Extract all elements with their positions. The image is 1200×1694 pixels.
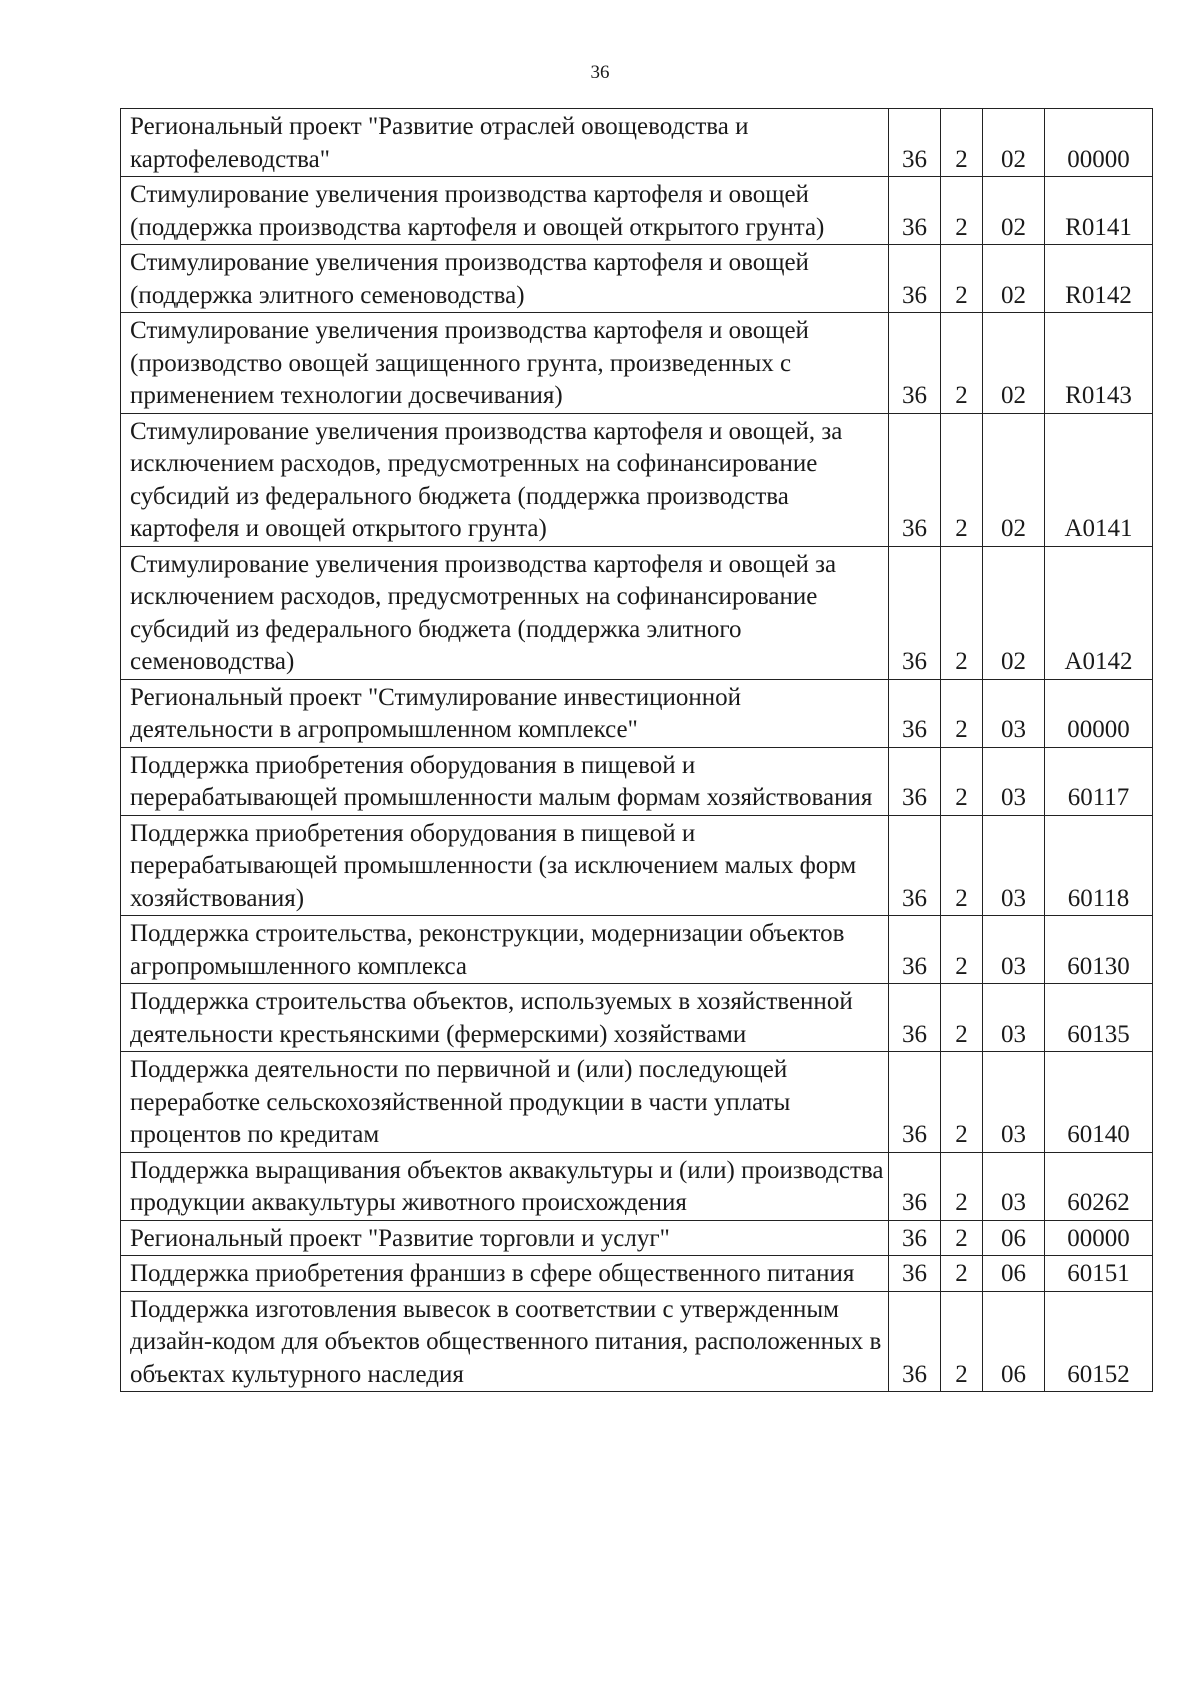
program-code: 2 [941,1256,983,1292]
program-code: 2 [941,1152,983,1220]
table-row [121,1256,1153,1292]
expense-name: Поддержка приобретения оборудования в пищевой и перерабатывающей промышленности малым формам хозяйствования [121,747,889,815]
budget-classification-table [120,108,1153,1392]
expense-name: Поддержка деятельности по первичной и (или) последующей переработке сельскохозяйственной продукции в части уплаты процентов по кредитам [121,1052,889,1153]
table-row [121,313,1153,414]
ministry-code: 36 [889,546,941,679]
table-row [121,413,1153,546]
table-row [121,1291,1153,1392]
expense-code: A0141 [1045,413,1153,546]
ministry-code: 36 [889,313,941,414]
expense-name: Региональный проект "Развитие отраслей овощеводства и картофелеводства" [121,109,889,177]
expense-code: 60140 [1045,1052,1153,1153]
project-code: 06 [983,1220,1045,1256]
program-code: 2 [941,177,983,245]
expense-code: A0142 [1045,546,1153,679]
program-code: 2 [941,245,983,313]
expense-name: Стимулирование увеличения производства картофеля и овощей (производство овощей защищенного грунта, произведенных с применением технологии досвечивания) [121,313,889,414]
ministry-code: 36 [889,916,941,984]
table-row [121,747,1153,815]
expense-code: 60118 [1045,815,1153,916]
expense-name: Поддержка строительства, реконструкции, модернизации объектов агропромышленного комплекса [121,916,889,984]
ministry-code: 36 [889,1052,941,1153]
ministry-code: 36 [889,109,941,177]
project-code: 03 [983,984,1045,1052]
ministry-code: 36 [889,1256,941,1292]
table-row [121,177,1153,245]
project-code: 03 [983,679,1045,747]
ministry-code: 36 [889,1152,941,1220]
expense-code: 60151 [1045,1256,1153,1292]
expense-name: Региональный проект "Стимулирование инвестиционной деятельности в агропромышленном комплексе" [121,679,889,747]
program-code: 2 [941,815,983,916]
expense-code: R0142 [1045,245,1153,313]
program-code: 2 [941,413,983,546]
project-code: 02 [983,109,1045,177]
table-row [121,916,1153,984]
table-row [121,245,1153,313]
project-code: 03 [983,815,1045,916]
project-code: 02 [983,177,1045,245]
ministry-code: 36 [889,815,941,916]
expense-code: 60262 [1045,1152,1153,1220]
expense-name: Поддержка изготовления вывесок в соответствии с утвержденным дизайн-кодом для объектов общественного питания, расположенных в объектах культурного наследия [121,1291,889,1392]
program-code: 2 [941,679,983,747]
project-code: 03 [983,1052,1045,1153]
expense-code: R0141 [1045,177,1153,245]
project-code: 02 [983,546,1045,679]
expense-name: Поддержка строительства объектов, используемых в хозяйственной деятельности крестьянскими (фермерскими) хозяйствами [121,984,889,1052]
expense-name: Стимулирование увеличения производства картофеля и овощей, за исключением расходов, предусмотренных на софинансирование субсидий из федерального бюджета (поддержка производства картофеля и овощей открытого грунта) [121,413,889,546]
program-code: 2 [941,916,983,984]
program-code: 2 [941,109,983,177]
expense-name: Стимулирование увеличения производства картофеля и овощей (поддержка элитного семеноводства) [121,245,889,313]
project-code: 02 [983,413,1045,546]
ministry-code: 36 [889,747,941,815]
expense-code: 60135 [1045,984,1153,1052]
program-code: 2 [941,984,983,1052]
expense-code: 60130 [1045,916,1153,984]
table-row [121,815,1153,916]
program-code: 2 [941,747,983,815]
program-code: 2 [941,313,983,414]
expense-code: R0143 [1045,313,1153,414]
expense-code: 00000 [1045,109,1153,177]
project-code: 02 [983,245,1045,313]
ministry-code: 36 [889,1220,941,1256]
expense-code: 00000 [1045,679,1153,747]
expense-name: Поддержка приобретения оборудования в пищевой и перерабатывающей промышленности (за исключением малых форм хозяйствования) [121,815,889,916]
ministry-code: 36 [889,245,941,313]
ministry-code: 36 [889,177,941,245]
page-number: 36 [590,62,610,83]
table-row [121,109,1153,177]
table-row [121,1220,1153,1256]
table-row [121,546,1153,679]
table-row [121,1152,1153,1220]
ministry-code: 36 [889,1291,941,1392]
table-row [121,984,1153,1052]
expense-code: 00000 [1045,1220,1153,1256]
project-code: 03 [983,1152,1045,1220]
ministry-code: 36 [889,413,941,546]
ministry-code: 36 [889,984,941,1052]
expense-name: Поддержка приобретения франшиз в сфере общественного питания [121,1256,889,1292]
project-code: 03 [983,747,1045,815]
ministry-code: 36 [889,679,941,747]
project-code: 03 [983,916,1045,984]
program-code: 2 [941,546,983,679]
expense-name: Поддержка выращивания объектов аквакультуры и (или) производства продукции аквакультуры животного происхождения [121,1152,889,1220]
program-code: 2 [941,1052,983,1153]
project-code: 02 [983,313,1045,414]
expense-name: Стимулирование увеличения производства картофеля и овощей за исключением расходов, предусмотренных на софинансирование субсидий из федерального бюджета (поддержка элитного семеноводства) [121,546,889,679]
project-code: 06 [983,1256,1045,1292]
program-code: 2 [941,1220,983,1256]
table-row [121,679,1153,747]
expense-name: Региональный проект "Развитие торговли и услуг" [121,1220,889,1256]
expense-name: Стимулирование увеличения производства картофеля и овощей (поддержка производства картофеля и овощей открытого грунта) [121,177,889,245]
program-code: 2 [941,1291,983,1392]
project-code: 06 [983,1291,1045,1392]
expense-code: 60152 [1045,1291,1153,1392]
table-row [121,1052,1153,1153]
expense-code: 60117 [1045,747,1153,815]
